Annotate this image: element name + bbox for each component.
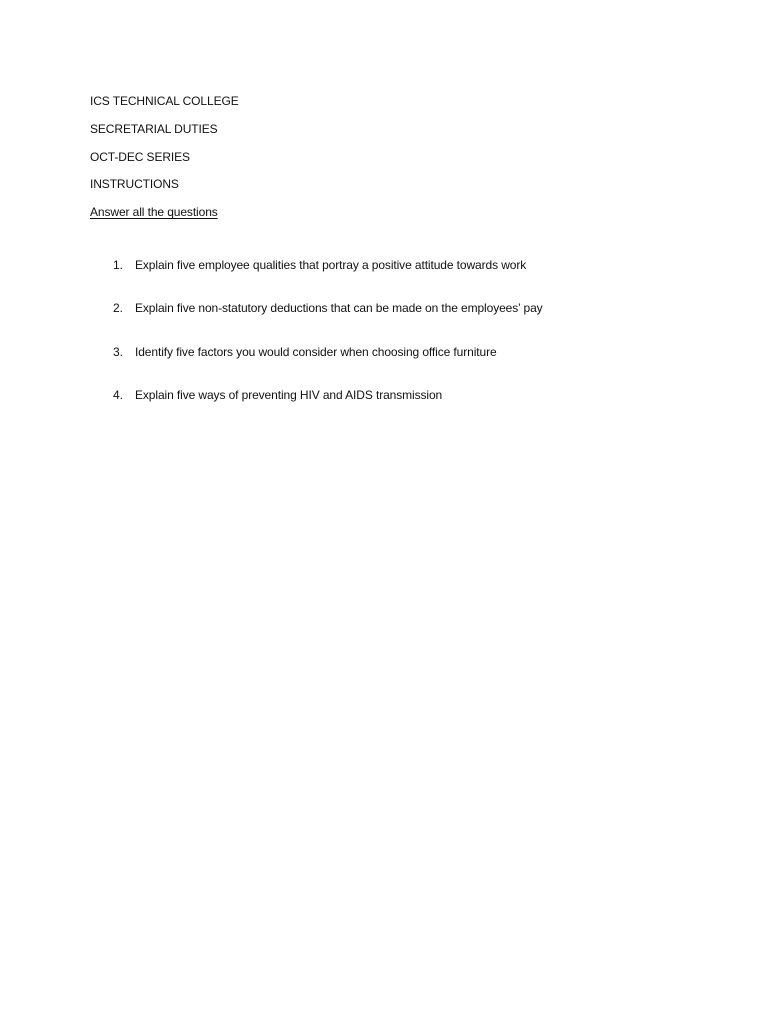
- question-number: 1.: [113, 258, 123, 272]
- college-name: ICS TECHNICAL COLLEGE: [90, 94, 239, 108]
- question-item: [90, 301, 710, 315]
- instructions-heading: INSTRUCTIONS: [90, 177, 179, 192]
- question-text: Explain five employee qualities that portray a positive attitude towards work: [135, 258, 527, 272]
- exam-series: OCT-DEC SERIES: [90, 149, 190, 164]
- question-list: [90, 258, 710, 432]
- question-number: 2.: [113, 301, 123, 316]
- question-text: Explain five ways of preventing HIV and AIDS transmission: [135, 388, 443, 403]
- question-text: Identify five factors you would consider when choosing office furniture: [135, 344, 497, 359]
- question-item: [90, 345, 710, 359]
- document-header: [90, 94, 690, 233]
- question-item: [90, 388, 710, 402]
- question-text: Explain five non-statutory deductions that can be made on the employees’ pay: [135, 301, 543, 316]
- question-number: 4.: [113, 388, 123, 403]
- subject-title: SECRETARIAL DUTIES: [90, 121, 218, 136]
- question-item: [90, 258, 710, 272]
- instruction-text: Answer all the questions: [90, 205, 218, 220]
- question-number: 3.: [113, 344, 123, 359]
